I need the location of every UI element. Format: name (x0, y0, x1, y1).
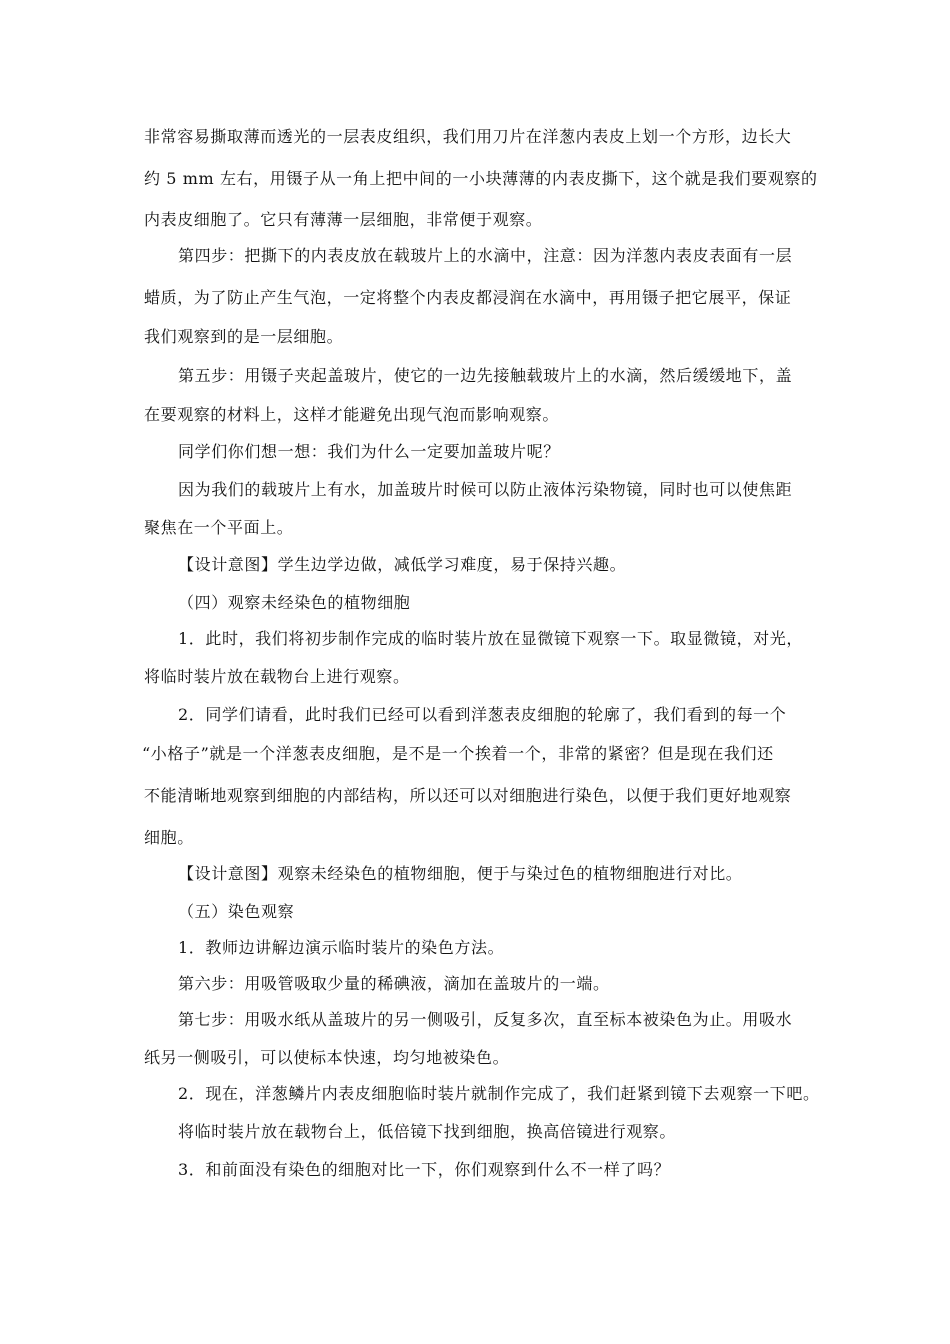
paragraph-line: 约 5 mm 左右，用镊子从一角上把中间的一小块薄薄的内表皮撕下，这个就是我们要观察的 (144, 169, 818, 188)
design-intent-line: 【设计意图】学生边学边做，减低学习难度，易于保持兴趣。 (178, 555, 627, 574)
answer-line: 因为我们的载玻片上有水，加盖玻片时候可以防止液体污染物镜，同时也可以使焦距 (178, 480, 793, 499)
step-four-line: 第四步：把撕下的内表皮放在载玻片上的水滴中，注意：因为洋葱内表皮表面有一层 (178, 246, 793, 265)
paragraph-line: 非常容易撕取薄而透光的一层表皮组织，我们用刀片在洋葱内表皮上划一个方形，边长大 (144, 127, 792, 146)
paragraph-line: 在要观察的材料上，这样才能避免出现气泡而影响观察。 (144, 405, 560, 424)
numbered-item-line: 2．同学们请看，此时我们已经可以看到洋葱表皮细胞的轮廓了，我们看到的每一个 (178, 705, 787, 724)
section-heading: （五）染色观察 (178, 902, 295, 921)
paragraph-line: 聚焦在一个平面上。 (144, 518, 294, 537)
paragraph-line: 将临时装片放在载物台上进行观察。 (144, 667, 410, 686)
paragraph-line: 我们观察到的是一层细胞。 (144, 327, 344, 346)
numbered-item-line: 1．此时，我们将初步制作完成的临时装片放在显微镜下观察一下。取显微镜，对光， (178, 629, 803, 648)
design-intent-line: 【设计意图】观察未经染色的植物细胞，便于与染过色的植物细胞进行对比。 (178, 864, 743, 883)
paragraph-line: “小格子”就是一个洋葱表皮细胞，是不是一个挨着一个，非常的紧密？但是现在我们还 (142, 744, 774, 763)
paragraph-line: 内表皮细胞了。它只有薄薄一层细胞，非常便于观察。 (144, 210, 543, 229)
paragraph-line: 蜡质，为了防止产生气泡，一定将整个内表皮都浸润在水滴中，再用镊子把它展平，保证 (144, 288, 792, 307)
paragraph-line: 细胞。 (144, 828, 194, 847)
paragraph-line: 纸另一侧吸引，可以使标本快速，均匀地被染色。 (144, 1048, 510, 1067)
numbered-item-line: 3．和前面没有染色的细胞对比一下，你们观察到什么不一样了吗？ (178, 1160, 671, 1179)
step-seven-line: 第七步：用吸水纸从盖玻片的另一侧吸引，反复多次，直至标本被染色为止。用吸水 (178, 1010, 793, 1029)
section-heading: （四）观察未经染色的植物细胞 (178, 593, 411, 612)
step-six-line: 第六步：用吸管吸取少量的稀碘液，滴加在盖玻片的一端。 (178, 974, 610, 993)
paragraph-line: 将临时装片放在载物台上，低倍镜下找到细胞，换高倍镜进行观察。 (178, 1122, 677, 1141)
numbered-item-line: 1．教师边讲解边演示临时装片的染色方法。 (178, 938, 505, 957)
question-line: 同学们你们想一想：我们为什么一定要加盖玻片呢？ (178, 442, 560, 461)
step-five-line: 第五步：用镊子夹起盖玻片，使它的一边先接触载玻片上的水滴，然后缓缓地下，盖 (178, 366, 793, 385)
numbered-item-line: 2．现在，洋葱鳞片内表皮细胞临时装片就制作完成了，我们赶紧到镜下去观察一下吧。 (178, 1084, 820, 1103)
paragraph-line: 不能清晰地观察到细胞的内部结构，所以还可以对细胞进行染色，以便于我们更好地观察 (144, 786, 792, 805)
